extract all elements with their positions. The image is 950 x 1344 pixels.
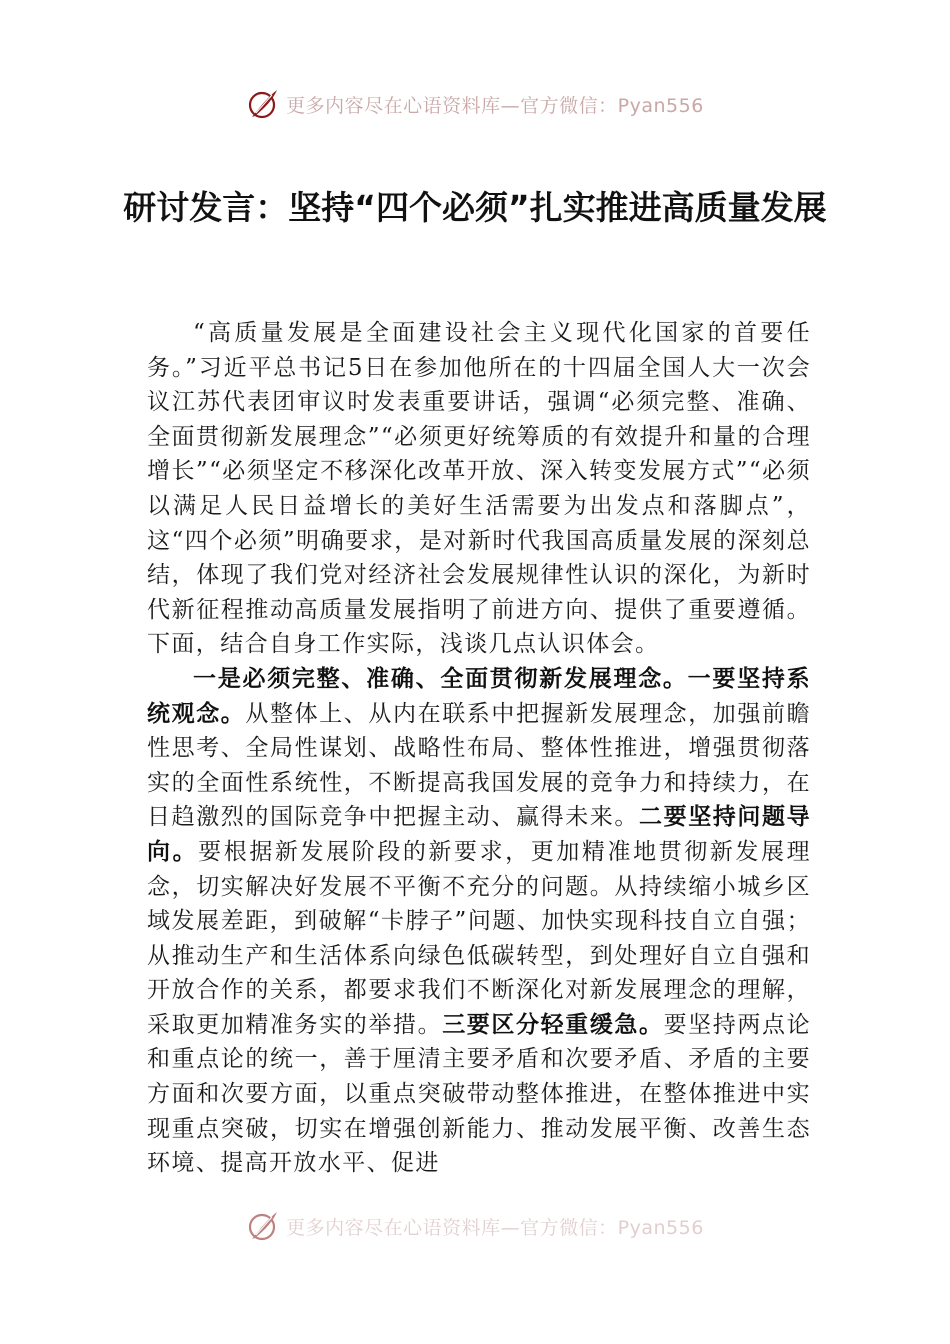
footer-watermark (0, 1206, 950, 1246)
text-segment: 要根据新发展阶段的新要求，更加精准地贯彻新发展理念，切实解决好发展不平衡不充分的问题。从持续缩小城乡区域发展差距，到破解“卡脖子”问题、加快实现科技自立自强；从推动生产和生活体系向绿色低碳转型，到处理好自立自强和开放合作的关系，都要求我们不断深化对新发展理念的理解，采取更加精准务实的举措。 (147, 838, 811, 1038)
bold-heading-segment: 二要坚持问题导向。 (147, 804, 811, 865)
quill-pen-logo-icon (246, 87, 280, 121)
document-body (147, 316, 811, 1209)
header-watermark-text: 更多内容尽在心语资料库—官方微信：Pyan556 (286, 94, 704, 117)
text-segment: 要坚持两点论和重点论的统一，善于厘清主要矛盾和次要矛盾、矛盾的主要方面和次要方面，以重点突破带动整体推进，在整体推进中实现重点突破，切实在增强创新能力、推动发展平衡、改善生态环境、提高开放水平、促进 (147, 1011, 811, 1177)
bold-heading-segment: 一要坚持系统观念。 (147, 665, 811, 727)
bold-heading-segment: 三要区分轻重缓急。 (442, 1011, 664, 1038)
bold-heading-segment: 一是必须完整、准确、全面贯彻新发展理念。 (193, 665, 688, 692)
text-segment: “高质量发展是全面建设社会主义现代化国家的首要任务。”习近平总书记5日在参加他所在的十四届全国人大一次会议江苏代表团审议时发表重要讲话，强调“必须完整、准确、全面贯彻新发展理念”“必须更好统筹质的有效提升和量的合理增长”“必须坚定不移深化改革开放、深入转变发展方式”“必须以满足人民日益增长的美好生活需要为出发点和落脚点”，这“四个必须”明确要求，是对新时代我国高质量发展的深刻总结，体现了我们党对经济社会发展规律性认识的深化，为新时代新征程推动高质量发展指明了前进方向、提供了重要遵循。下面，结合自身工作实际，浅谈几点认识体会。 (147, 320, 811, 658)
text-segment: 从整体上、从内在联系中把握新发展理念，加强前瞻性思考、全局性谋划、战略性布局、整体性推进，增强贯彻落实的全面性系统性，不断提高我国发展的竞争力和持续力，在日趋激烈的国际竞争中把握主动、赢得未来。 (147, 700, 811, 831)
body-paragraph (147, 662, 811, 1181)
document-title: 研讨发言：坚持“四个必须”扎实推进高质量发展 (123, 188, 827, 227)
quill-pen-logo-icon (246, 1209, 280, 1243)
footer-watermark-text: 更多内容尽在心语资料库—官方微信：Pyan556 (286, 1216, 704, 1239)
header-watermark (0, 84, 950, 124)
body-paragraph (147, 316, 811, 662)
